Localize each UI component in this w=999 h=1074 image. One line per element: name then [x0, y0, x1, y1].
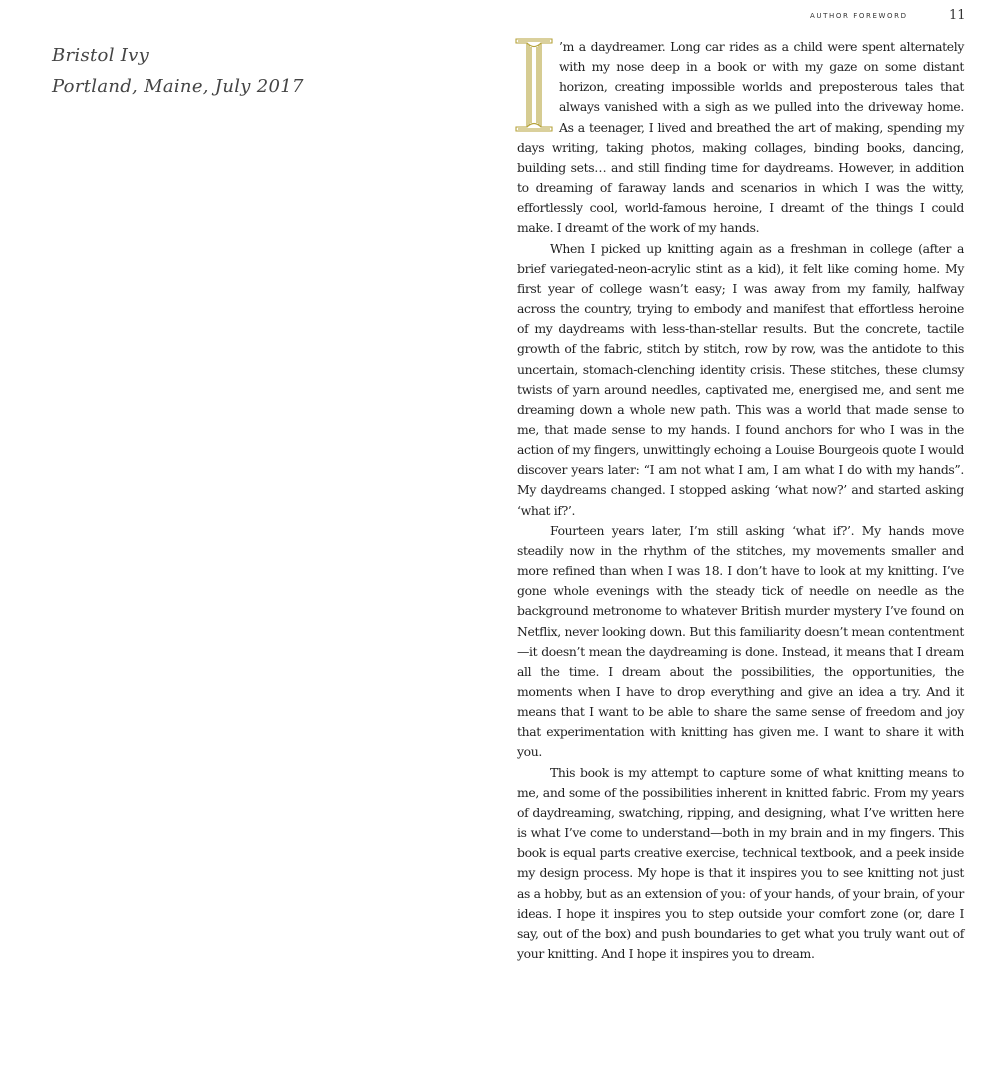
author-name: Bristol Ivy [52, 45, 150, 66]
page-number: 11 [949, 8, 966, 23]
dropcap-letter-icon [515, 38, 553, 132]
running-head: AUTHOR FOREWORD [810, 12, 908, 20]
paragraph-2: When I picked up knitting again as a freshman in college (after a brief variegated-neon-acrylic stint as a kid), it felt like coming home. My first year of college wasn’t easy; I was away from my family, halfway across the country, trying to embody and manifest that effortless heroine of my daydreams with less-than-stellar results. But the concrete, tactile growth of the fabric, stitch by stitch, row by row, was the antidote to this uncertain, stomach-clenching identity crisis. These stitches, these clumsy twists of yarn around needles, captivated me, energised me, and sent me dreaming down a whole new path. This was a world that made sense to me, that made sense to my hands. I found anchors for who I was in the action of my fingers, unwittingly echoing a Louise Bourgeois quote I would discover years later: “I am not what I am, I am what I do with my hands”. My daydreams changed. I stopped asking ‘what now?’ and started asking ‘what if?’. [517, 240, 964, 518]
paragraph-3: Fourteen years later, I’m still asking ‘what if?’. My hands move steadily now in the rhythm of the stitches, my movements smaller and more refined than when I was 18. I don’t have to look at my knitting. I’ve gone whole evenings with the steady tick of needle on needle as the background metronome to whatever British murder mystery I’ve found on Netflix, never looking down. But this familiarity doesn’t mean contentment—it doesn’t mean the daydreaming is done. Instead, it means that I dream all the time. I dream about the possibilities, the opportunities, the moments when I have to drop everything and give an idea a try. And it means that I want to be able to share the same sense of freedom and joy that experimentation with knitting has given me. I want to share it with you. [517, 522, 964, 760]
place-date: Portland, Maine, July 2017 [52, 76, 304, 97]
paragraph-1 [517, 37, 964, 239]
signature-block [52, 40, 304, 102]
paragraph-1-text: ’m a daydreamer. Long car rides as a child were spent alternately with my nose deep in a book or with my gaze on some distant horizon, creating impossible worlds and preposterous tales that always vanished with a sigh as we pulled into the driveway home. As a teenager, I lived and breathed the art of making, spending my days writing, taking photos, making collages, binding books, dancing, building sets… and still finding time for daydreams. However, in addition to dreaming of faraway lands and scenarios in which I was the witty, effortlessly cool, world-famous heroine, I dreamt of the things I could make. I dreamt of the work of my hands. [517, 39, 964, 236]
paragraph-4: This book is my attempt to capture some of what knitting means to me, and some of the possibilities inherent in knitted fabric. From my years of daydreaming, swatching, ripping, and designing, what I’ve written here is what I’ve come to understand—both in my brain and in my fingers. This book is equal parts creative exercise, technical textbook, and a peek inside my design process. My hope is that it inspires you to see knitting not just as a hobby, but as an extension of you: of your hands, of your brain, of your ideas. I hope it inspires you to step outside your comfort zone (or, dare I say, out of the box) and push boundaries to get what you truly want out of your knitting. And I hope it inspires you to dream. [517, 764, 964, 962]
foreword-body [517, 37, 964, 964]
